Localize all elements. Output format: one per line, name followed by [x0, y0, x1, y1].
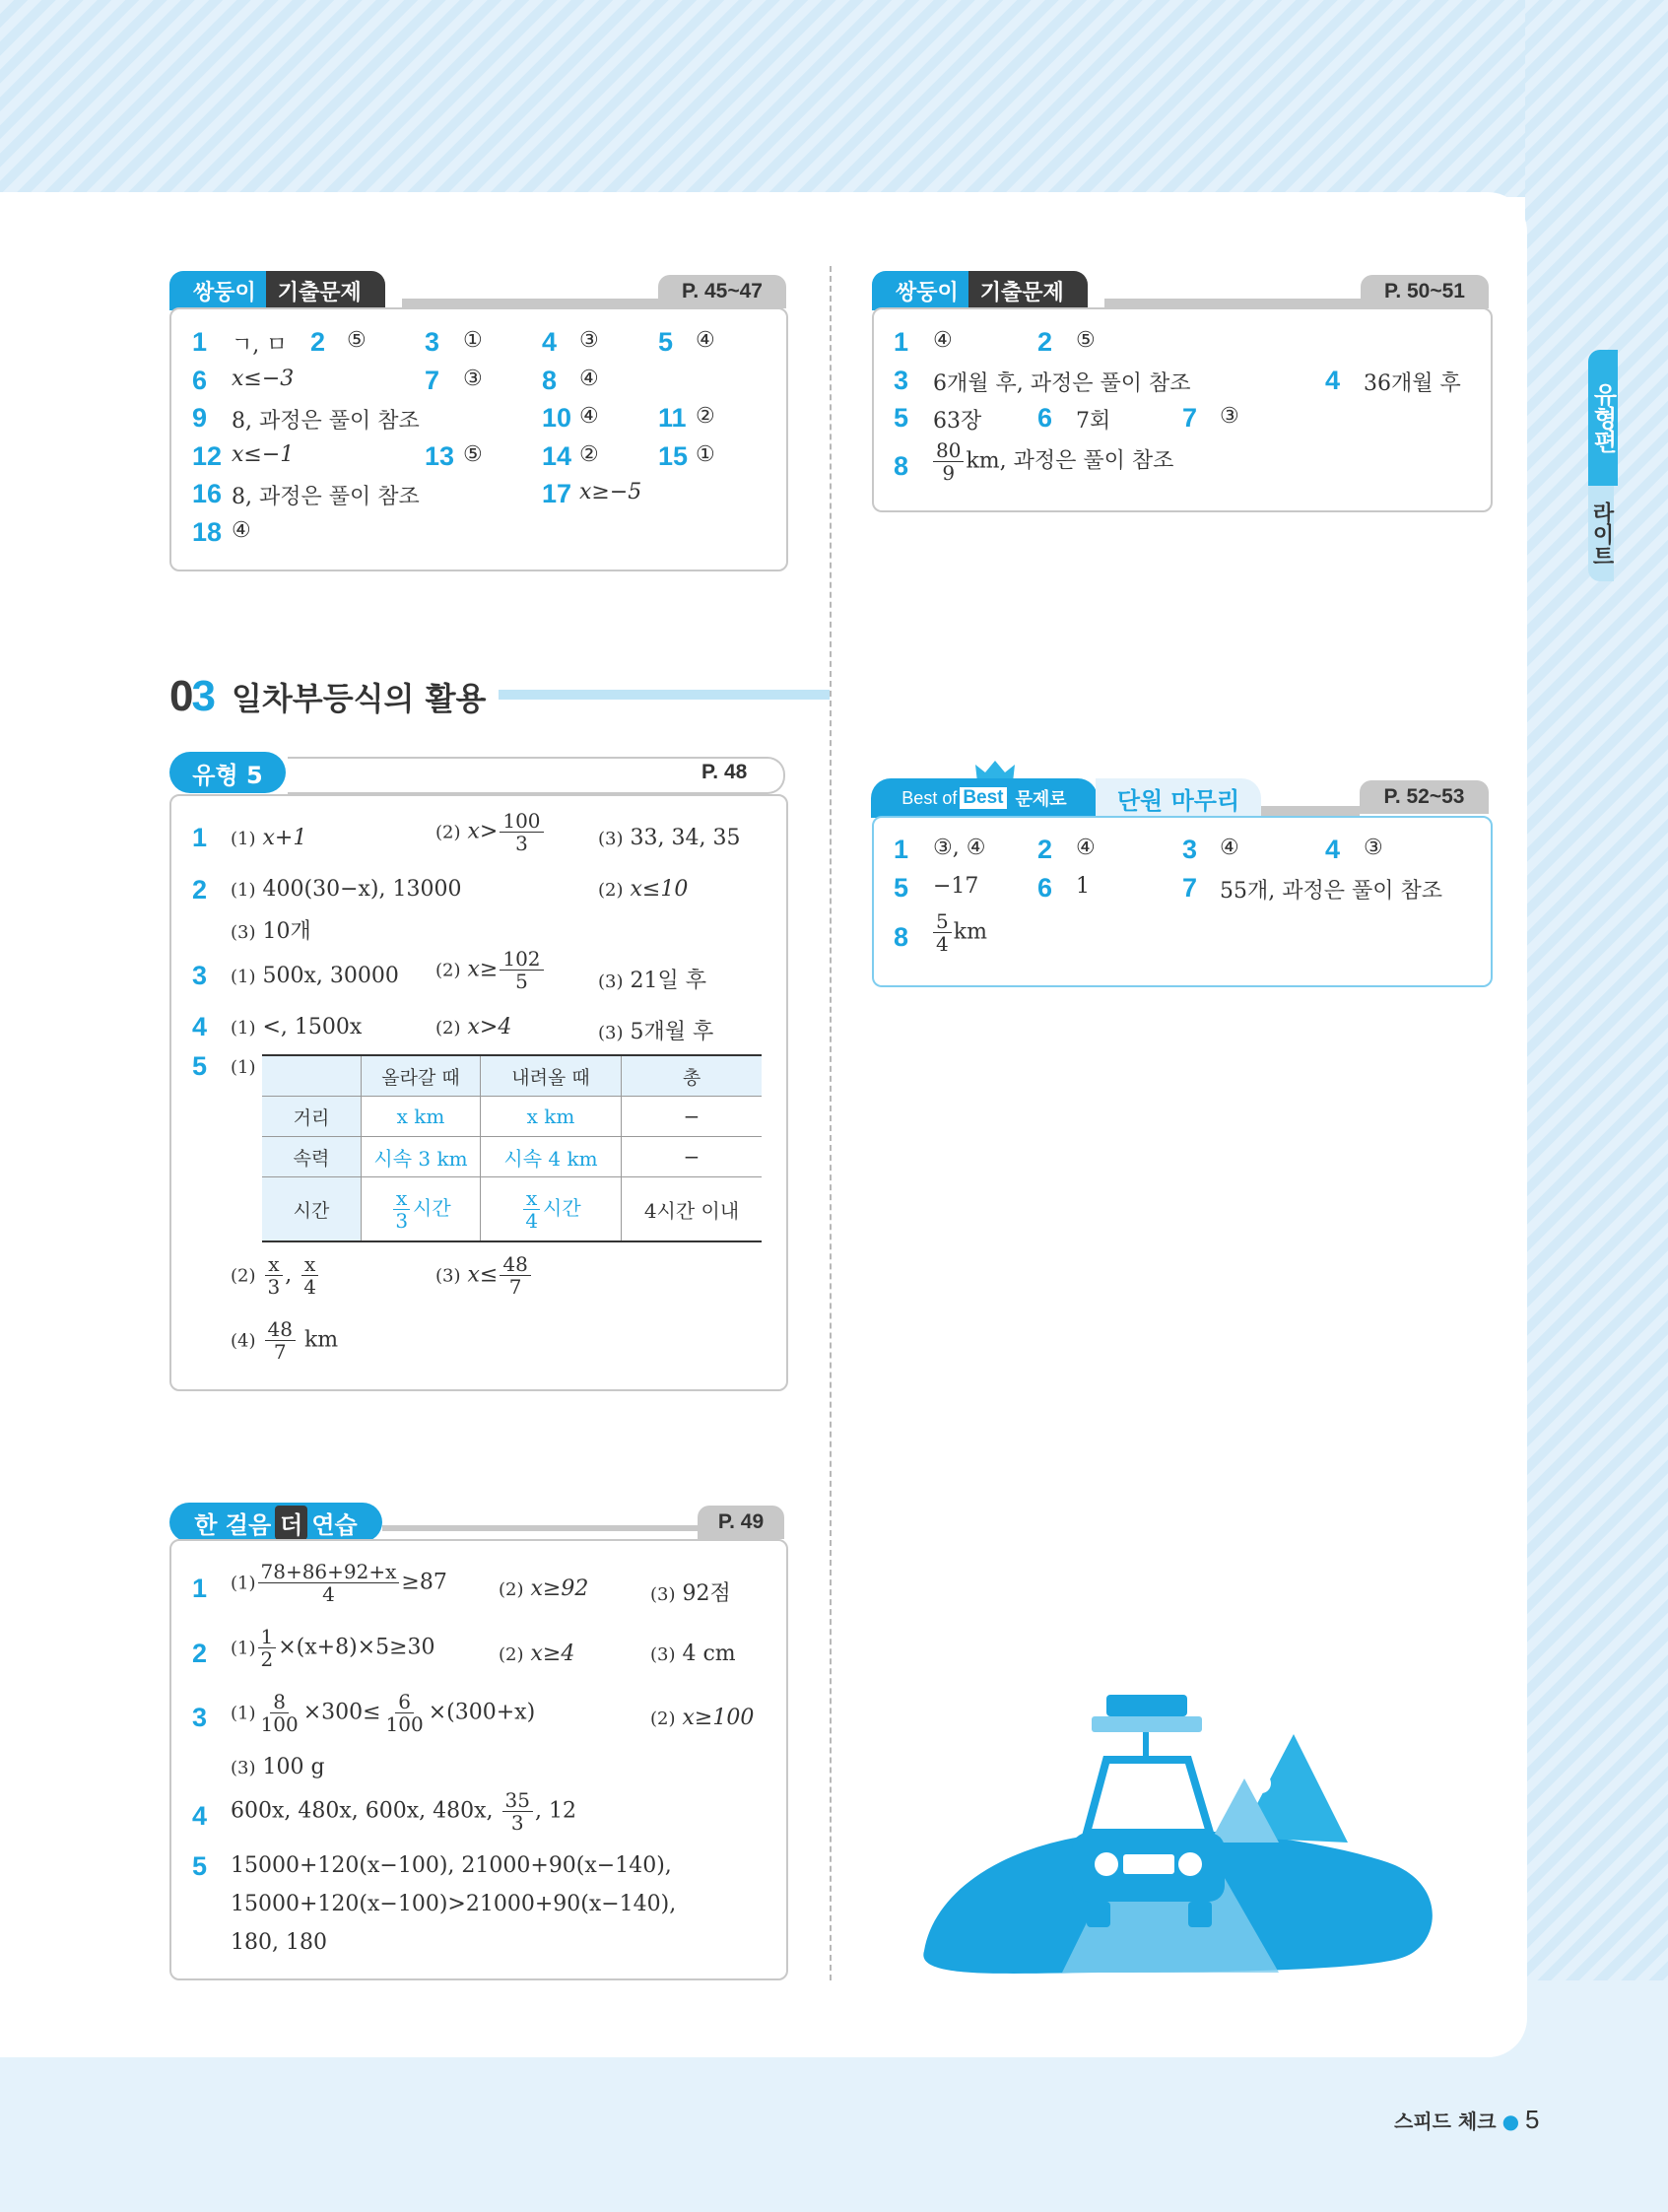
box2-tab-a: 쌍둥이 — [872, 271, 968, 310]
answer-text: $\frac{5}{4}$ km — [931, 910, 987, 955]
answer-part: (1) $\frac{8}{100}$ ×300≤ $\frac{6}{100}$ ×(300+x) — [231, 1690, 536, 1736]
box2-tab-b: 기출문제 — [968, 271, 1088, 310]
answer-number: 4 — [542, 327, 558, 357]
column-divider — [830, 266, 832, 1980]
answer-line: 180, 180 — [231, 1930, 327, 1955]
side-tab-top: 유형편 — [1588, 350, 1618, 486]
answer-text: ③ — [1364, 836, 1383, 860]
answer-part: (1) x+1 — [231, 826, 307, 850]
answer-number: 17 — [542, 479, 572, 508]
answer-line: 15000+120(x−100), 21000+90(x−140), — [231, 1853, 672, 1878]
table-header-cell: 내려올 때 — [481, 1055, 622, 1097]
section-title-line — [499, 690, 830, 700]
answer-part: (2) x≥4 — [499, 1642, 575, 1666]
answer-text: ④ — [579, 404, 599, 429]
table-row-label: 속력 — [262, 1137, 362, 1177]
answer-number: 4 — [192, 1012, 208, 1041]
box4-page-tag: P. 49 — [698, 1506, 784, 1539]
table-cell: 4시간 이내 — [622, 1177, 763, 1242]
answer-number: 2 — [192, 875, 208, 905]
answer-number: 13 — [425, 441, 455, 471]
table-cell: x km — [481, 1097, 622, 1137]
answer-part: (2) $\frac{x}{3}$ , $\frac{x}{4}$ — [231, 1253, 321, 1298]
answer-text: $\frac{80}{9}$ km, 과정은 풀이 참조 — [931, 439, 1173, 484]
box2-page-tag: P. 50~51 — [1361, 275, 1489, 308]
answer-part: (4) $\frac{48}{7}$ km — [231, 1317, 339, 1364]
answer-number: 3 — [192, 1703, 208, 1732]
answer-number: 3 — [192, 961, 208, 990]
right-pattern-band — [1525, 0, 1668, 2212]
answer-number: 2 — [192, 1639, 208, 1668]
table-row — [262, 1137, 762, 1177]
answer-text: ⑤ — [1076, 328, 1096, 353]
table-header-row — [262, 1055, 762, 1097]
answer-part: (1) $\frac{1}{2}$ ×(x+8)×5≥30 — [231, 1625, 435, 1671]
fraction: $\frac{80}{9}$ — [933, 439, 964, 484]
answer-number: 7 — [1182, 873, 1198, 903]
answer-text: x≤−3 — [232, 367, 295, 391]
box2-header — [872, 271, 1088, 310]
answer-number: 8 — [894, 451, 909, 481]
answer-part: (1) — [231, 1057, 256, 1078]
answer-number: 15 — [658, 441, 689, 471]
answer-text: ① — [696, 442, 715, 467]
answer-text: 8, 과정은 풀이 참조 — [232, 485, 420, 509]
answer-text: 63장 — [933, 409, 982, 434]
table-row — [262, 1177, 762, 1242]
answer-number: 1 — [192, 1574, 208, 1603]
answer-number: 9 — [192, 403, 208, 433]
answer-part: (1) <, 1500x — [231, 1015, 363, 1039]
table-cell: − — [622, 1137, 763, 1177]
answer-number: 1 — [192, 327, 208, 357]
answer-number: 6 — [1037, 873, 1053, 903]
answer-line: 15000+120(x−100)>21000+90(x−140), — [231, 1892, 677, 1916]
answer-text: ① — [463, 328, 483, 353]
answer-text: ㄱ, ㅁ — [232, 333, 288, 358]
table-cell: x km — [362, 1097, 481, 1137]
answer-text: ④ — [232, 518, 251, 543]
table-header-cell — [262, 1055, 362, 1097]
answer-number: 5 — [192, 1851, 208, 1881]
speed-table — [262, 1054, 762, 1242]
answer-part: (1) 500x, 30000 — [231, 964, 399, 988]
table-row — [262, 1097, 762, 1137]
answer-text: 36개월 후 — [1364, 371, 1461, 396]
answer-part: (1) $\frac{78+86+92+x}{4}$ ≥87 — [231, 1560, 447, 1606]
footer-label: 스피드 체크 — [1394, 2110, 1497, 2133]
box1-header — [169, 271, 385, 310]
answer-text: ③, ④ — [933, 836, 986, 860]
bottom-right-band — [1525, 1980, 1668, 2212]
box5-title: 단원 마무리 — [1096, 778, 1261, 818]
section-name: 일차부등식의 활용 — [231, 680, 487, 717]
car-illustration — [914, 1695, 1446, 1990]
answer-number: 6 — [1037, 403, 1053, 433]
answer-number: 5 — [894, 873, 909, 903]
answer-part: (1) 400(30−x), 13000 — [231, 877, 462, 902]
answer-number: 10 — [542, 403, 572, 433]
answer-number: 7 — [425, 366, 440, 395]
answer-number: 16 — [192, 479, 223, 508]
page-footer — [1394, 2105, 1540, 2135]
box1-tab-a: 쌍둥이 — [169, 271, 266, 310]
answer-text: ④ — [579, 367, 599, 391]
answer-number: 3 — [1182, 835, 1198, 864]
answer-number: 2 — [1037, 327, 1053, 357]
answer-number: 5 — [894, 403, 909, 433]
answer-number: 8 — [894, 922, 909, 952]
answer-number: 12 — [192, 441, 223, 471]
answer-number: 8 — [542, 366, 558, 395]
table-cell: 시속 4 km — [481, 1137, 622, 1177]
answer-text: 55개, 과정은 풀이 참조 — [1220, 879, 1442, 904]
answer-number: 6 — [192, 366, 208, 395]
answer-part: (2) x>4 — [435, 1015, 512, 1039]
section-number: 03 — [169, 672, 214, 720]
answer-text: ③ — [1220, 404, 1239, 429]
box4-header-line — [382, 1525, 698, 1531]
table-header-cell: 총 — [622, 1055, 763, 1097]
answer-text: x≤−1 — [232, 442, 295, 467]
box1-tab-b: 기출문제 — [266, 271, 385, 310]
answer-number: 5 — [658, 327, 674, 357]
answer-part: 600x, 480x, 600x, 480x, $\frac{35}{3}$ , 12 — [231, 1788, 576, 1835]
top-pattern-band — [0, 0, 1668, 197]
table-cell: 시속 3 km — [362, 1137, 481, 1177]
answer-text: x≥−5 — [579, 480, 642, 504]
answer-number: 4 — [1325, 835, 1341, 864]
answer-text: ③ — [579, 328, 599, 353]
answer-number: 2 — [1037, 835, 1053, 864]
answer-number: 7 — [1182, 403, 1198, 433]
box5-page-tag: P. 52~53 — [1360, 780, 1489, 814]
table-row-label: 시간 — [262, 1177, 362, 1242]
answer-number: 1 — [894, 327, 909, 357]
answer-text: 1 — [1076, 874, 1090, 899]
answer-text: ⑤ — [347, 328, 367, 353]
box4-tab: 한 걸음 더 연습 — [169, 1503, 382, 1542]
section-title — [169, 672, 486, 721]
table-cell: $\frac{x}{3}$ 시간 — [362, 1177, 481, 1242]
answer-text: 6개월 후, 과정은 풀이 참조 — [933, 371, 1191, 396]
table-row-label: 거리 — [262, 1097, 362, 1137]
answer-text: ④ — [1220, 836, 1239, 860]
box1-page-tag: P. 45~47 — [658, 275, 786, 308]
answer-text: 7회 — [1076, 409, 1111, 434]
box5-tab: Best of Best 문제로 — [871, 778, 1098, 818]
answer-part: (2) x> $\frac{100}{3}$ — [435, 810, 546, 854]
table-cell: − — [622, 1097, 763, 1137]
table-header-cell: 올라갈 때 — [362, 1055, 481, 1097]
answer-number: 3 — [894, 366, 909, 395]
box3-page-tag: P. 48 — [701, 761, 748, 783]
answer-part: (2) x≥92 — [499, 1576, 589, 1601]
answer-text: 8, 과정은 풀이 참조 — [232, 409, 420, 434]
answer-part: (3) x≤ $\frac{48}{7}$ — [435, 1253, 533, 1298]
box3-tab: 유형 5 — [169, 752, 286, 793]
answer-text: ④ — [933, 328, 953, 353]
box5-header-line — [1261, 806, 1360, 816]
answer-text: ② — [696, 404, 715, 429]
answer-text: ⑤ — [463, 442, 483, 467]
answer-part: (3) 33, 34, 35 — [598, 826, 741, 850]
table-cell: $\frac{x}{4}$ 시간 — [481, 1177, 622, 1242]
answer-text: −17 — [933, 874, 979, 899]
answer-number: 4 — [192, 1801, 208, 1831]
side-tab-bottom: 라이트 — [1588, 486, 1614, 581]
answer-part: (2) x≤10 — [598, 877, 689, 902]
answer-text: ④ — [1076, 836, 1096, 860]
answer-text: ③ — [463, 367, 483, 391]
answer-part: (2) x≥100 — [650, 1706, 755, 1730]
answer-number: 1 — [894, 835, 909, 864]
answer-part: (3) 5개월 후 — [598, 1020, 714, 1044]
answer-number: 11 — [658, 403, 687, 433]
answer-number: 1 — [192, 823, 208, 852]
side-tab[interactable] — [1588, 350, 1643, 581]
answer-part: (3) 100 g — [231, 1755, 325, 1779]
answer-number: 18 — [192, 517, 223, 547]
answer-number: 14 — [542, 441, 572, 471]
answer-part: (3) 21일 후 — [598, 969, 706, 993]
page-number: 5 — [1525, 2105, 1540, 2134]
answer-number: 4 — [1325, 366, 1341, 395]
answer-part: (2) x≥ $\frac{102}{5}$ — [435, 948, 546, 992]
answer-part: (3) 92점 — [650, 1581, 731, 1606]
answer-number: 2 — [310, 327, 326, 357]
bullet-icon: ● — [1501, 2110, 1520, 2133]
answer-number: 3 — [425, 327, 440, 357]
answer-part: (3) 4 cm — [650, 1642, 736, 1666]
answer-text: ④ — [696, 328, 715, 353]
answer-part: (3) 10개 — [231, 919, 311, 944]
answer-text: ② — [579, 442, 599, 467]
answer-number: 5 — [192, 1051, 208, 1081]
